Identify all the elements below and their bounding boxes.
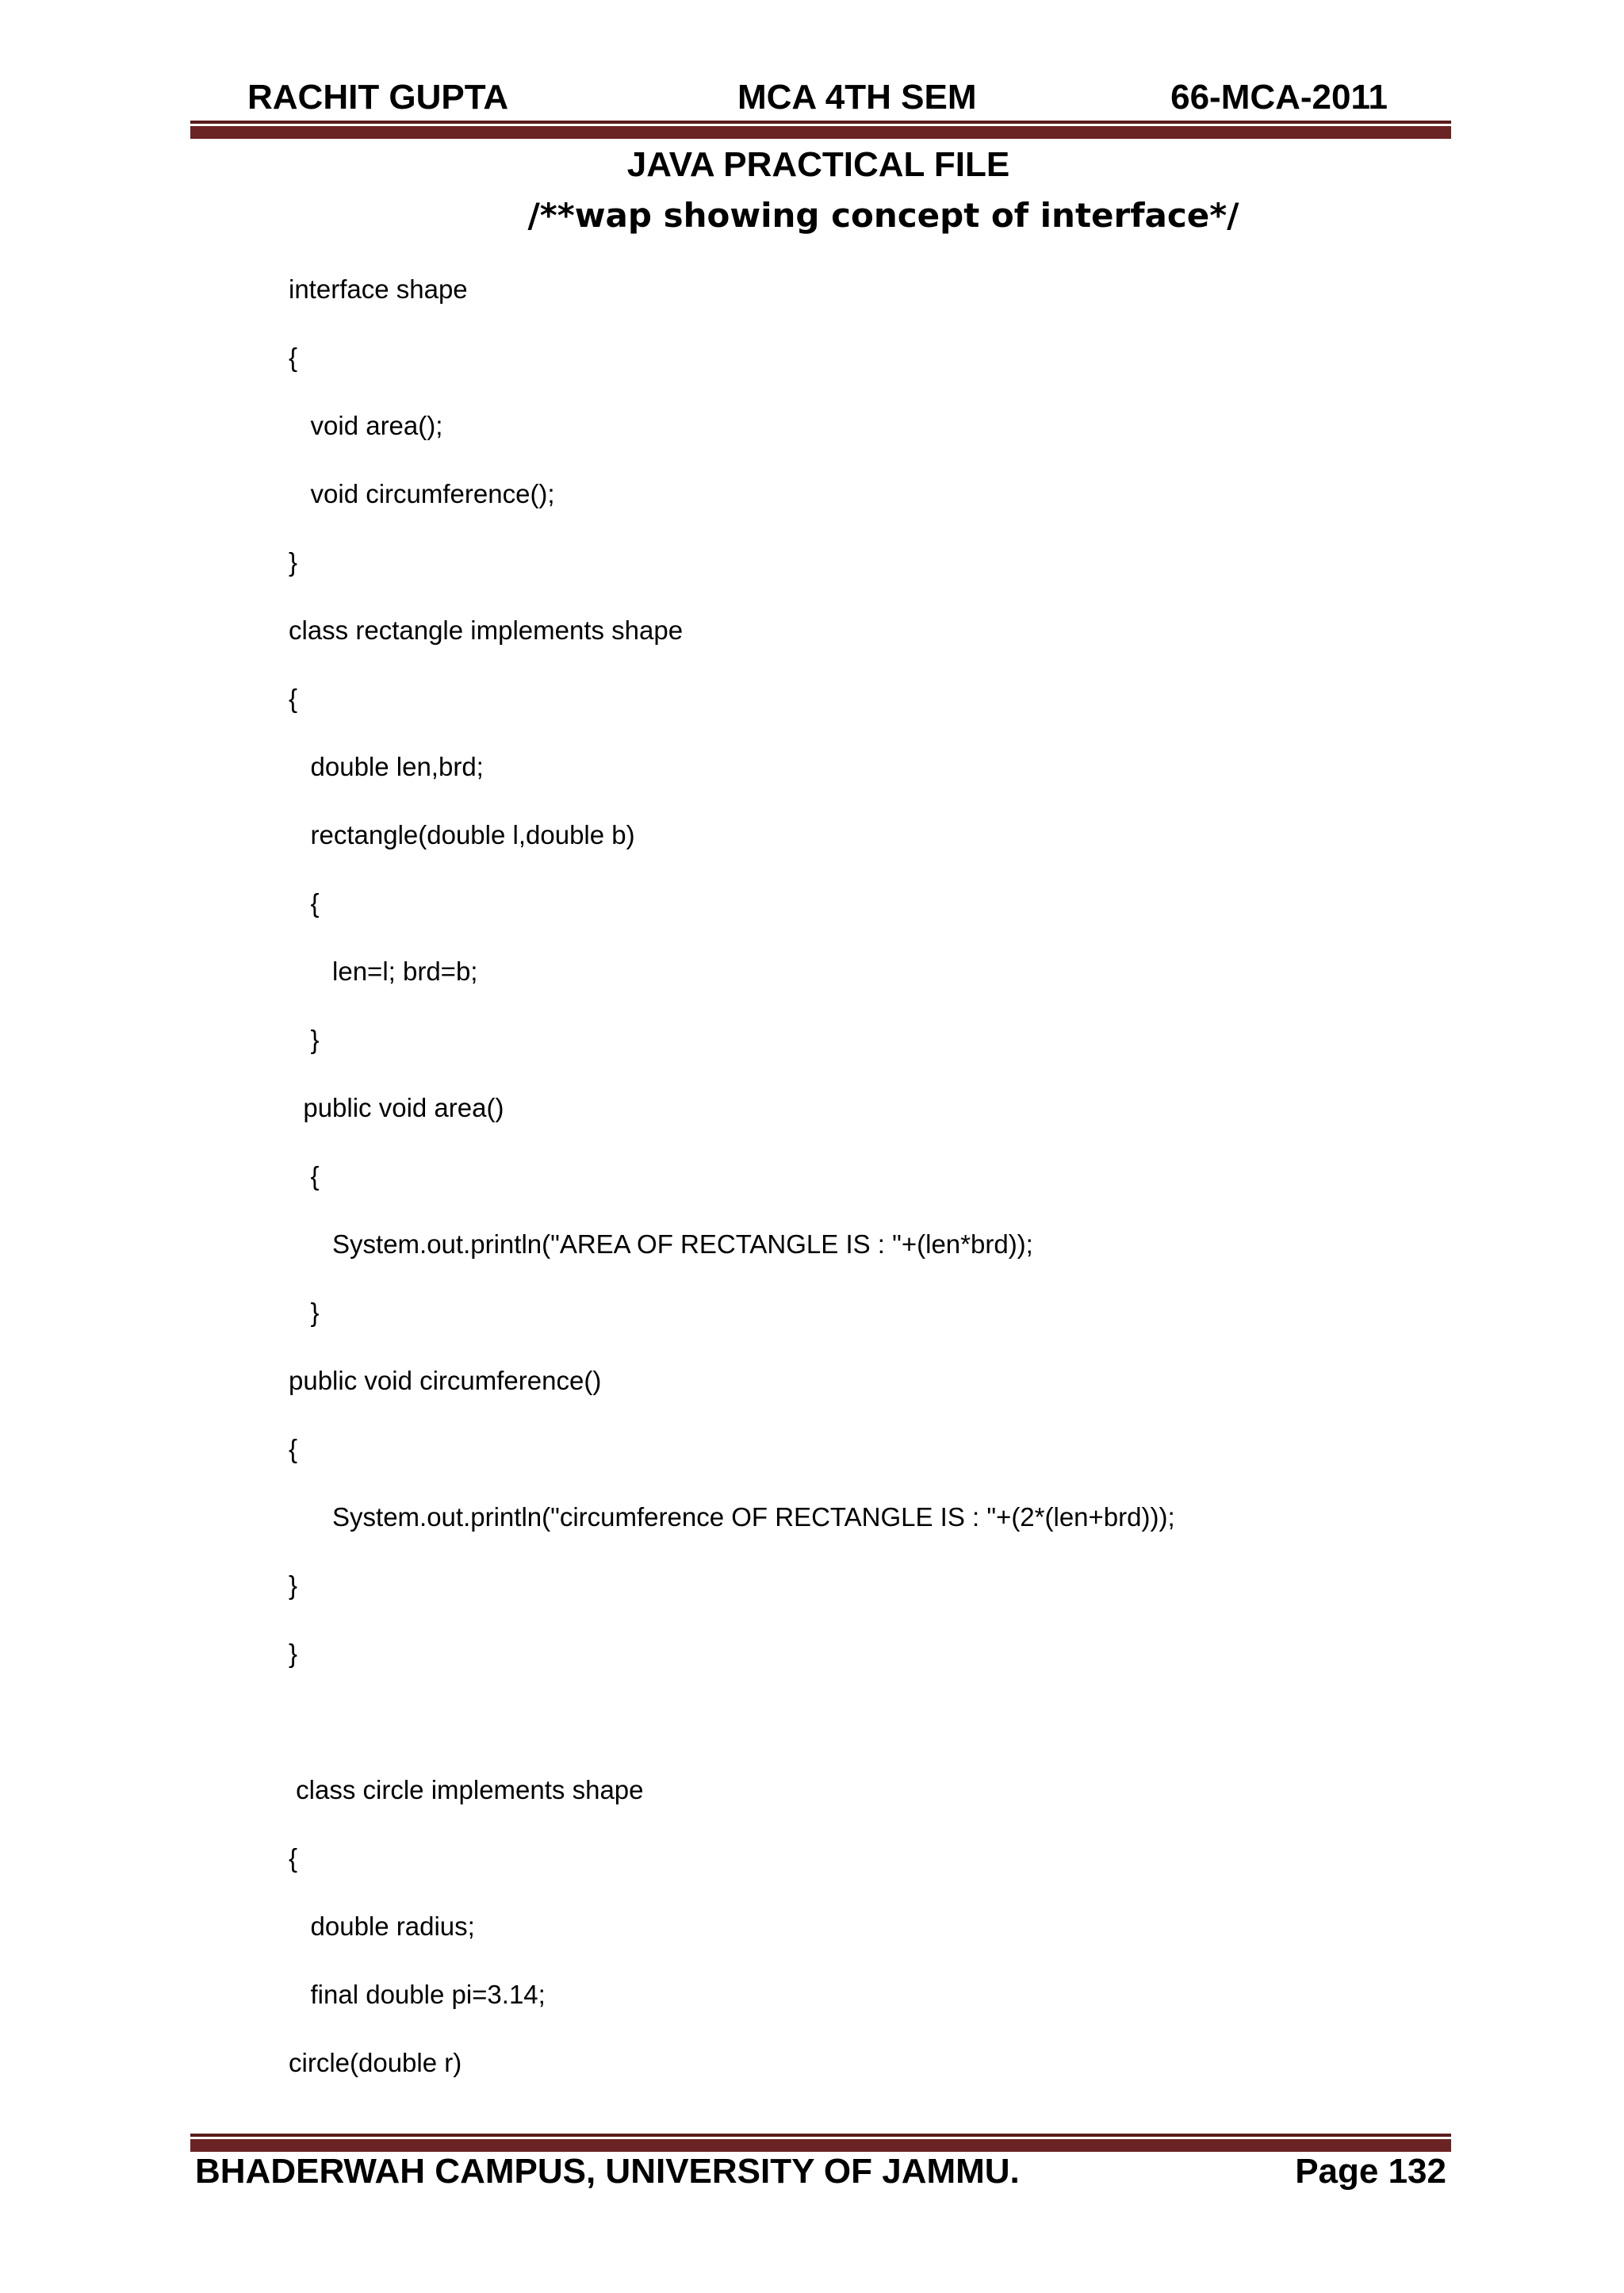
- code-line: }: [289, 1025, 320, 1054]
- code-line: void area();: [289, 411, 443, 440]
- code-listing: [289, 270, 1478, 2111]
- code-line: {: [289, 684, 298, 713]
- code-line: }: [289, 1570, 298, 1600]
- code-line: }: [289, 1639, 298, 1668]
- code-line: }: [289, 547, 298, 577]
- code-line: {: [289, 1843, 298, 1873]
- code-line: void circumference();: [289, 479, 555, 508]
- code-line: class rectangle implements shape: [289, 615, 684, 645]
- code-line: final double pi=3.14;: [289, 1980, 546, 2009]
- code-line: {: [289, 1161, 320, 1191]
- code-line: System.out.println("circumference OF RECTANGLE IS : "+(2*(len+brd)));: [289, 1502, 1175, 1532]
- page-header: [190, 75, 1451, 120]
- code-line: [289, 1702, 1478, 1770]
- footer-institution: BHADERWAH CAMPUS, UNIVERSITY OF JAMMU.: [195, 2152, 1020, 2191]
- code-line: interface shape: [289, 274, 468, 304]
- code-line: }: [289, 1298, 320, 1327]
- page-number: Page 132: [1295, 2152, 1446, 2191]
- code-line: double len,brd;: [289, 752, 484, 781]
- code-line: System.out.println("AREA OF RECTANGLE IS : "+(len*brd));: [289, 1229, 1033, 1259]
- document-title: JAVA PRACTICAL FILE: [626, 145, 1010, 184]
- code-line: {: [289, 1434, 298, 1463]
- program-description: /**wap showing concept of interface*/: [527, 196, 1239, 235]
- page-footer: [190, 2146, 1451, 2197]
- header-divider: [190, 121, 1451, 139]
- code-line: {: [289, 888, 320, 918]
- code-line: len=l; brd=b;: [289, 957, 478, 986]
- code-line: double radius;: [289, 1911, 475, 1941]
- code-line: class circle implements shape: [289, 1775, 644, 1804]
- code-line: public void area(): [289, 1093, 504, 1122]
- header-author-name: RACHIT GUPTA: [247, 78, 509, 117]
- code-line: {: [289, 343, 298, 372]
- code-line: rectangle(double l,double b): [289, 820, 635, 849]
- header-roll-number: 66-MCA-2011: [1170, 78, 1388, 117]
- code-line: circle(double r): [289, 2048, 462, 2077]
- header-course: MCA 4TH SEM: [737, 78, 977, 117]
- code-line: public void circumference(): [289, 1366, 602, 1395]
